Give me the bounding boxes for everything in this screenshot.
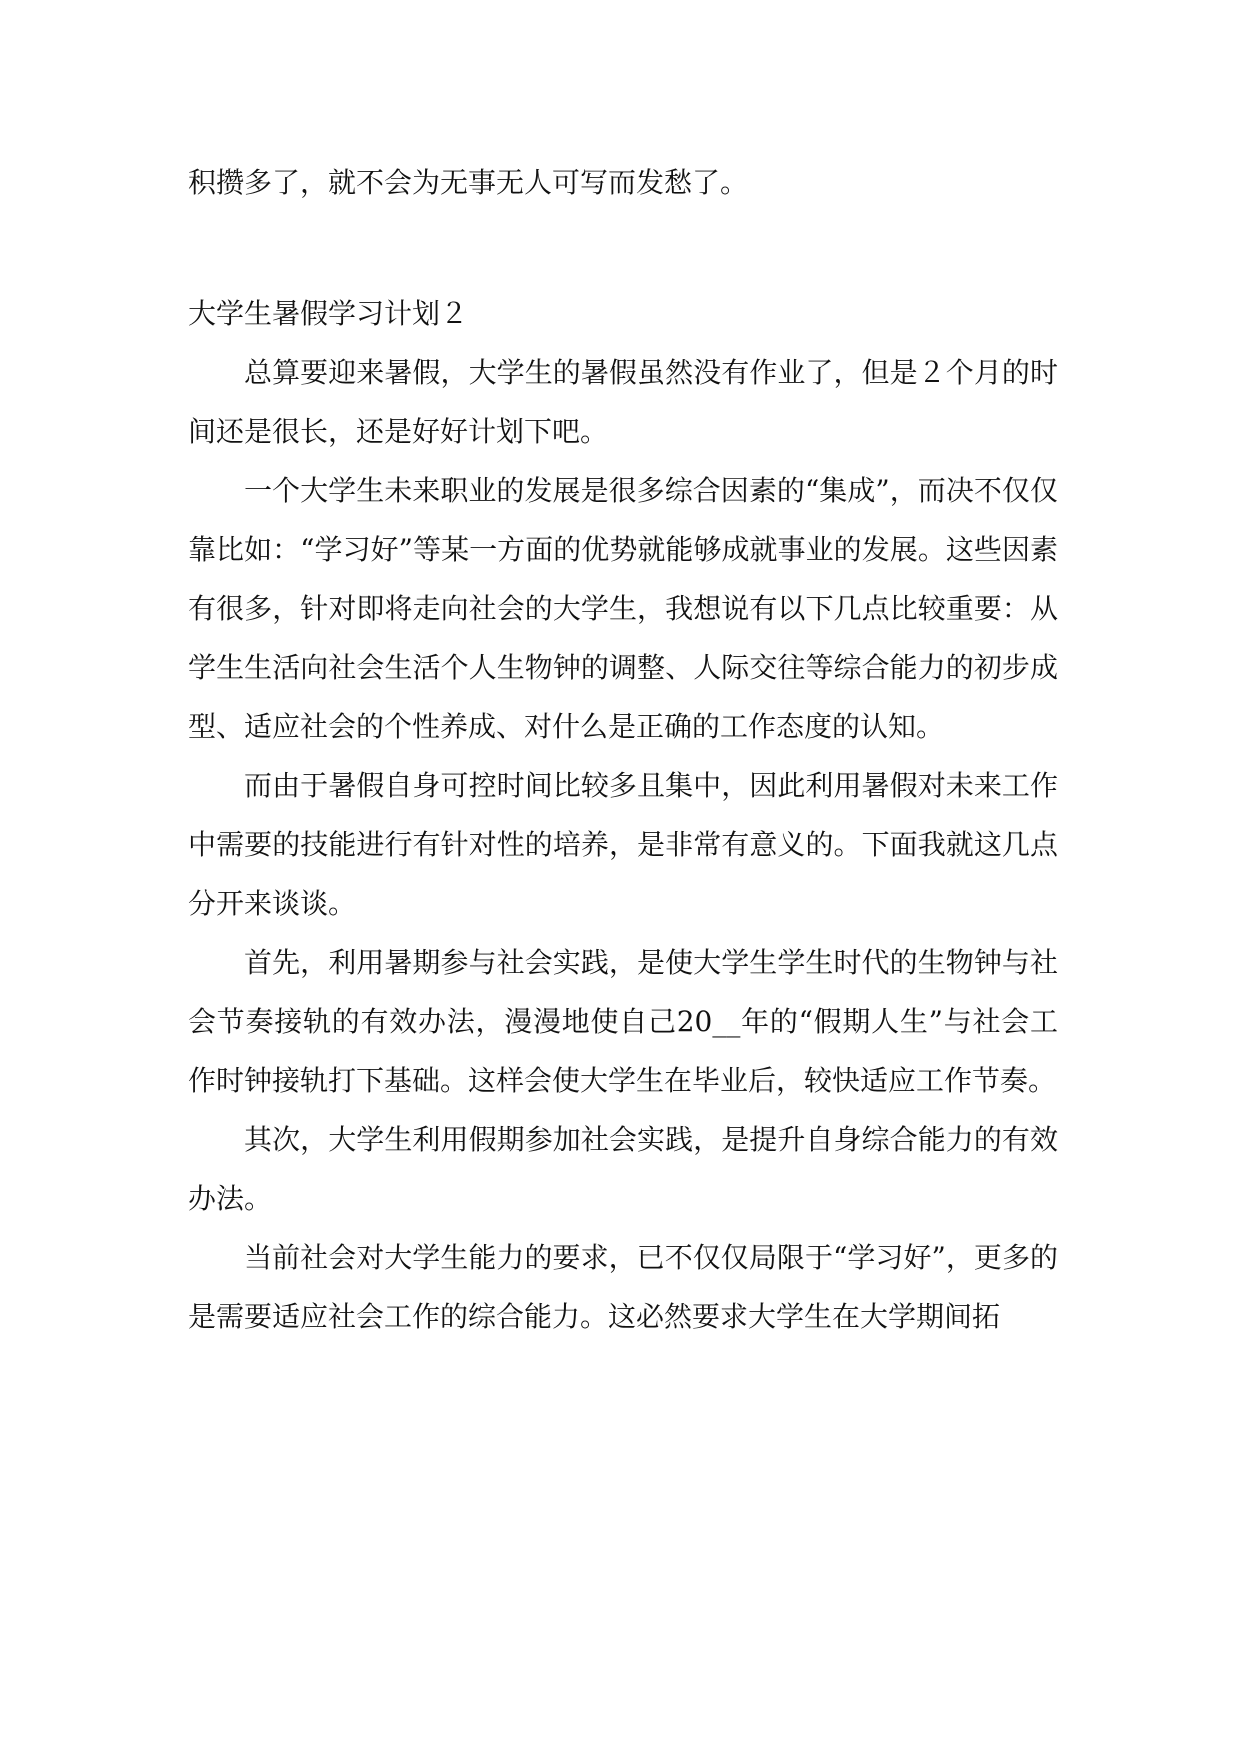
body-paragraph-1: 总算要迎来暑假，大学生的暑假虽然没有作业了，但是２个月的时间还是很长，还是好好计划下吧。 [188,356,1058,448]
body-paragraph-2: 一个大学生未来职业的发展是很多综合因素的“集成”，而决不仅仅靠比如：“学习好”等某一方面的优势就能够成就事业的发展。这些因素有很多，针对即将走向社会的大学生，我想说有以下几点比较重要：从学生生活向社会生活个人生物钟的调整、人际交往等综合能力的初步成型、适应社会的个性养成、对什么是正确的工作态度的认知。 [188,474,1058,743]
lead-paragraph-fragment: 积攒多了，就不会为无事无人可写而发愁了。 [188,166,749,199]
body-paragraph-3: 而由于暑假自身可控时间比较多且集中，因此利用暑假对未来工作中需要的技能进行有针对性的培养，是非常有意义的。下面我就这几点分开来谈谈。 [188,769,1058,920]
section-heading: 大学生暑假学习计划２ [188,297,469,330]
body-paragraph-5: 其次，大学生利用假期参加社会实践，是提升自身综合能力的有效办法。 [188,1123,1058,1215]
body-paragraph-4: 首先，利用暑期参与社会实践，是使大学生学生时代的生物钟与社会节奏接轨的有效办法，漫漫地使自己20__年的“假期人生”与社会工作时钟接轨打下基础。这样会使大学生在毕业后，较快适应工作节奏。 [188,946,1058,1097]
document-body [188,153,1058,1346]
body-paragraph-6: 当前社会对大学生能力的要求，已不仅仅局限于“学习好”，更多的是需要适应社会工作的综合能力。这必然要求大学生在大学期间拓 [188,1241,1058,1333]
